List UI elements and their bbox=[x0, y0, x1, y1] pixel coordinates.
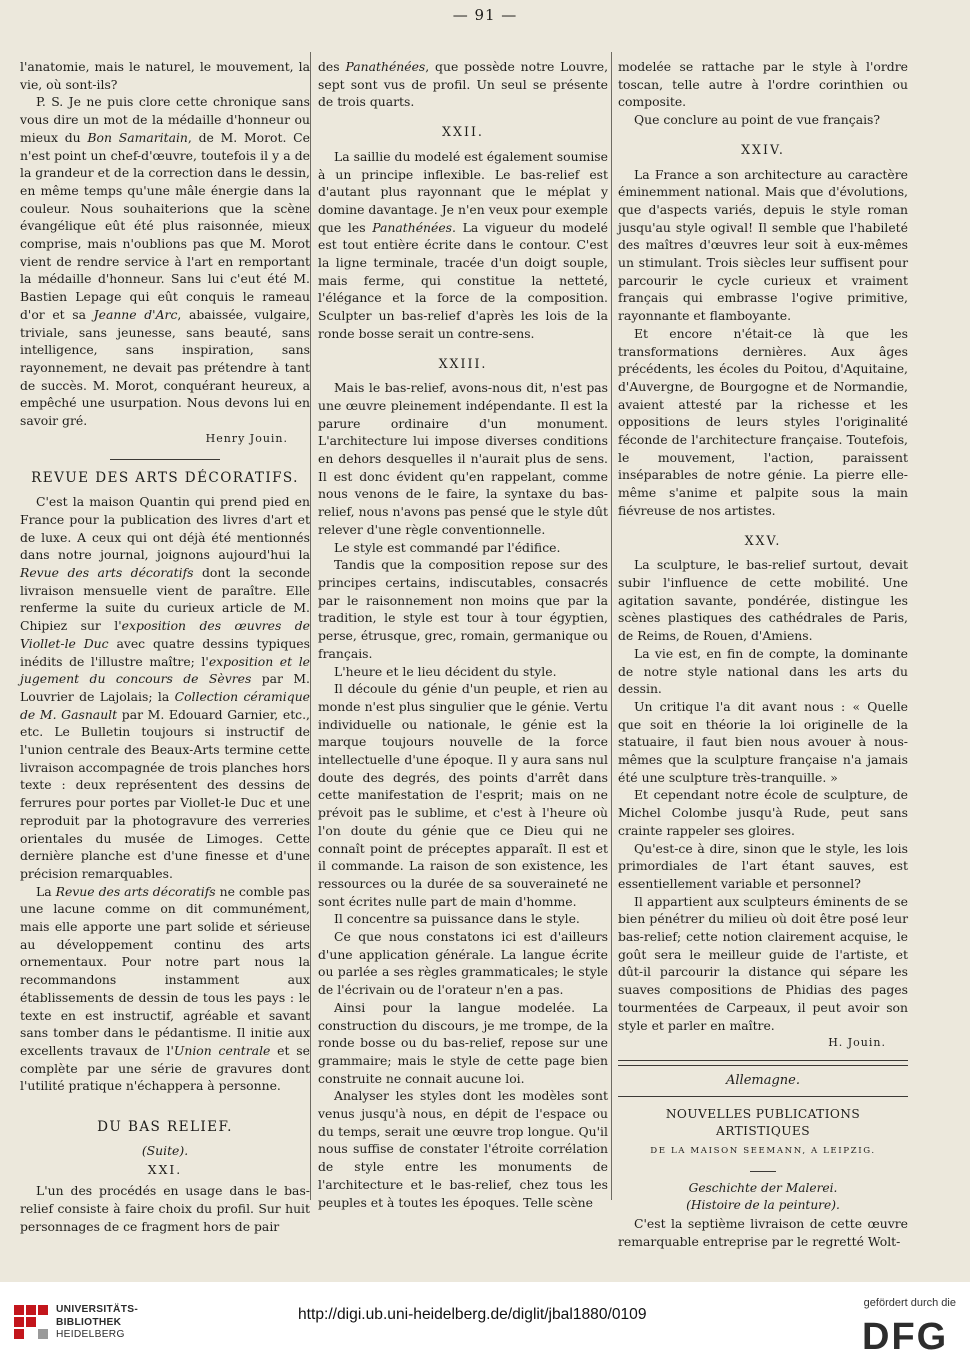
paragraph: Et encore n'était-ce là que les transformations dernières. Aux âges précédents, les écoles du Poitou, d'Aquitaine, d'Auvergne, de Bourgogne et de Normandie, avaient attesté par la richesse et les oppositions de leurs styles l'originalité féconde de l'architecture française. Toutefois, le mouvement, l'action, paraissent inséparables de notre génie. La pierre elle-même s'anime et palpite sous la main fiévreuse de nos artistes. bbox=[618, 325, 908, 518]
paragraph: La Revue des arts décoratifs ne comble pas une lacune comme on dit communément, mais elle apporte une part solide et sérieuse au développement continu des arts ornementaux. Pour notre part nous la recommandons instamment aux établissements de dessin de tous les pays : le texte en est instructif, agréable et savant sans tomber dans le pédantisme. Il initie aux excellents travaux de l'Union centrale et se complète par une série de gravures dont l'utilité pratique n'échappera à personne. bbox=[20, 883, 311, 1094]
paragraph: Tandis que la composition repose sur des principes certains, indiscutables, consacrés par le raisonnement non moins que par la tradition, le style est tour à tour égyptien, perse, étrusque, grec, romain, germanique ou français. bbox=[318, 557, 608, 661]
signature: H. Jouin. bbox=[828, 1036, 886, 1050]
chapter-number: XXI. bbox=[147, 1162, 183, 1178]
university-library-logo bbox=[12, 1303, 52, 1343]
column-left bbox=[20, 58, 310, 1235]
paragraph: C'est la maison Quantin qui prend pied en France pour la publication des livres d'art et de luxe. A ceux qui ont déjà été mentionnés dans notre journal, joignons aujourd'hui la Revue des arts décoratifs dont la seconde livraison mensuelle vient de paraître. Elle renferme la suite du curieux article de M. Chipiez sur l'exposition des œuvres de Viollet-le Duc avec quatre dessins typiques inédits de l'illustre maître; l'exposition et le jugement du concours de Sèvres par M. Louvrier de Lajolais; la Collection céramique de M. Gasnault par M. Edouard Garnier, etc., etc. Le Bulletin toujours si instructif de l'union centrale des Beaux-Arts termine cette livraison accompagnée de trois planches hors texte : deux représentent des dessins de ferrures pour portes par Viollet-le Duc et une reproduit par la photogravure des verreries orientales du musée de Limoges. Cette dernière planche est d'une finesse et d'une précision remarquables. bbox=[20, 494, 311, 881]
university-name: UNIVERSITÄTS- BIBLIOTHEK HEIDELBERG bbox=[56, 1304, 139, 1340]
chapter-number: XXV. bbox=[744, 532, 782, 548]
paragraph: l'anatomie, mais le naturel, le mouvement, la vie, où sont-ils? bbox=[20, 59, 310, 92]
paragraph: Ainsi pour la langue modelée. La construction du discours, je me trompe, de la ronde bosse ou du bas-relief, repose sur une grammaire; mais le style de cette page bien construite ne connait aucune loi. bbox=[318, 999, 608, 1086]
country-heading: Allemagne. bbox=[726, 1072, 800, 1088]
paragraph: P. S. Je ne puis clore cette chronique sans vous dire un mot de la médaille d'honneur ou mieux du Bon Samaritain, de M. Morot. Ce n'est point un chef-d'œuvre, toutefois il y a de la grandeur et de la correction dans le dessin, en même temps qu'une mâle énergie dans la couleur. Nous souhaiterions que la scène évangélique eût été plus raisonnée, mieux comprise, mais n'oublions pas que M. Morot vient de rendre service à l'art en remportant la médaille d'honneur. Sans lui c'eut été M. Bastien Lepage qui eût conquis le rameau d'or et sa Jeanne d'Arc, abaissée, vulgaire, triviale, sans jeunesse, sans beauté, sans intelligence, sans inspiration, sans rayonnement, ne devait pas prétendre à tant de succès. M. Morot, conquérant heureux, a empêché une usurpation. Nous devons lui en savoir gré. bbox=[20, 94, 310, 429]
section-rule bbox=[750, 1171, 776, 1172]
column-divider bbox=[310, 52, 311, 1200]
section-rule bbox=[618, 1096, 908, 1097]
book-title: Geschichte der Malerei. bbox=[688, 1180, 838, 1195]
dfg-logo bbox=[860, 1316, 956, 1354]
funding-caption: gefördert durch die bbox=[863, 1297, 956, 1309]
footer-bar bbox=[0, 1282, 970, 1363]
chapter-number: XXII. bbox=[442, 124, 484, 140]
paragraph: La France a son architecture au caractère éminemment national. Mais que d'évolutions, que d'aspects variés, depuis le style roman jusqu'au style ogival! Il semble que l'habileté des maîtres d'œuvres leur soit à eux-mêmes un stimulant. Trois siècles leur suffisent pour parcourir le cycle curieux et vraiment français qui embrasse l'ogive primitive, rayonnante et flamboyante. bbox=[618, 166, 908, 324]
column-middle bbox=[318, 58, 608, 1211]
paragraph: C'est la septième livraison de cette œuvre remarquable entreprise par le regretté Wolt- bbox=[618, 1216, 908, 1249]
paragraph: Un critique l'a dit avant nous : « Quelle que soit en théorie la loi originelle de la statuaire, il faut bien nous avouer à nous-mêmes que la sculpture française n'a jamais été une sculpture très-tranquille. » bbox=[618, 698, 908, 785]
section-heading: REVUE DES ARTS DÉCORATIFS. bbox=[31, 470, 299, 487]
page-number: — 91 — bbox=[452, 6, 518, 24]
dfg-logo-text: DFG bbox=[862, 1316, 949, 1354]
paragraph: Qu'est-ce à dire, sinon que le style, les lois primordiales de l'art étant sauves, est essentiellement variable et personnel? bbox=[618, 840, 908, 891]
paragraph: modelée se rattache par le style à l'ordre toscan, telle autre à l'ordre corinthien ou composite. bbox=[618, 59, 908, 110]
source-url-link[interactable]: http://digi.ub.uni-heidelberg.de/diglit/jbal1880/0109 bbox=[298, 1306, 647, 1323]
paragraph: Il concentre sa puissance dans le style. bbox=[334, 911, 580, 927]
section-subheading: DE LA MAISON SEEMANN, A LEIPZIG. bbox=[650, 1146, 876, 1157]
paragraph: Il découle du génie d'un peuple, et rien au monde n'est plus singulier que le génie. Vertu individuelle ou nationale, le génie est la marque toujours nouvelle de la force intellectuelle d'une époque. Il y aura sans nul doute des degrés, des points d'arrêt dans cette manifestation de l'esprit; mais on ne prévoit pas le sublime, et c'est à l'heure où l'on doute du génie que ce Dieu qui ne connaît point de préceptes apparaît. Il est et il commande. La raison de son existence, les ressources ou la durée de sa souveraineté ne sont écrites nulle part de main d'homme. bbox=[318, 681, 608, 909]
column-right bbox=[618, 58, 908, 1251]
paragraph: Et cependant notre école de sculpture, de Michel Colombe jusqu'à Rude, peut sans crainte rappeler ses gloires. bbox=[618, 787, 908, 838]
paragraph: L'un des procédés en usage dans le bas-relief consiste à faire choix du profil. Sur huit personnages de ce fragment hors de pair bbox=[20, 1183, 310, 1234]
paragraph: La sculpture, le bas-relief surtout, devait subir l'influence de cette mobilité. Une agitation savante, pondérée, distingue les scènes plastiques des cathédrales de Paris, de Reims, de Rouen, d'Amiens. bbox=[618, 557, 908, 644]
section-heading: NOUVELLES PUBLICATIONS ARTISTIQUES bbox=[665, 1106, 861, 1139]
signature: Henry Jouin. bbox=[205, 431, 288, 445]
paragraph: des Panathénées, que possède notre Louvre, sept sont vus de profil. Un seul se présente de trois quarts. bbox=[318, 59, 609, 110]
book-title-translation: (Histoire de la peinture). bbox=[686, 1198, 840, 1213]
section-heading: DU BAS RELIEF. bbox=[97, 1119, 233, 1136]
section-rule bbox=[618, 1060, 908, 1066]
section-rule bbox=[110, 459, 220, 460]
paragraph: L'heure et le lieu décident du style. bbox=[334, 663, 557, 679]
section-subheading: (Suite). bbox=[141, 1142, 189, 1158]
paragraph: Mais le bas-relief, avons-nous dit, n'est pas une œuvre pleinement indépendante. Il est la parure ordinaire d'un monument. L'architecture lui impose diverses conditions en dehors desquelles il n'aurait plus de sens. Il est donc évident qu'en rappelant, comme nous venons de le faire, la syntaxe du bas-relief, nous n'avons pas pensé que le style dût relever d'une règle conventionnelle. bbox=[318, 380, 608, 537]
paragraph: La vie est, en fin de compte, la dominante de notre style national dans les arts du dessin. bbox=[618, 645, 908, 697]
chapter-number: XXIII. bbox=[438, 355, 488, 371]
paragraph: Analyser les styles dont les modèles sont venus jusqu'à nous, en dépit de l'espace ou du temps, serait une œuvre trop longue. Qu'il nous suffise de constater l'étroite corrélation de style entre les monuments de l'architecture et le bas-relief, chez tous les peuples et à toutes les époques. Telle scène bbox=[318, 1088, 608, 1210]
column-divider bbox=[611, 52, 612, 1200]
paragraph: La saillie du modelé est également soumise à un principe inflexible. Le bas-relief est d'autant plus rayonnant que le méplat y domine davantage. Je n'en veux pour exemple que les Panathénées. La vigueur du modelé est tout entière écrite dans le contour. C'est la ligne terminale, tracée d'un doigt souple, mais ferme, qui constitue la netteté, l'élégance et la force de la composition. Sculpter un bas-relief d'après les lois de la ronde bosse serait un contre-sens. bbox=[318, 148, 608, 341]
paragraph: Le style est commandé par l'édifice. bbox=[334, 539, 561, 555]
paragraph: Que conclure au point de vue français? bbox=[634, 112, 881, 128]
chapter-number: XXIV. bbox=[741, 141, 785, 157]
paragraph: Il appartient aux sculpteurs éminents de se bien pénétrer du milieu où doit être posé leur bas-relief; cette notion clairement acquise, le goût sera le meilleur guide de l'artiste, et dût-il parcourir la distance qui sépare les suaves compositions de Phidias des pages tourmentées de Carpeaux, il peut avoir son style et parler en maître. bbox=[618, 893, 908, 1033]
paragraph: Ce que nous constatons ici est d'ailleurs d'une application générale. La langue écrite ou parlée a ses règles grammaticales; le style de l'écrivain ou de l'orateur n'en a pas. bbox=[318, 929, 608, 998]
